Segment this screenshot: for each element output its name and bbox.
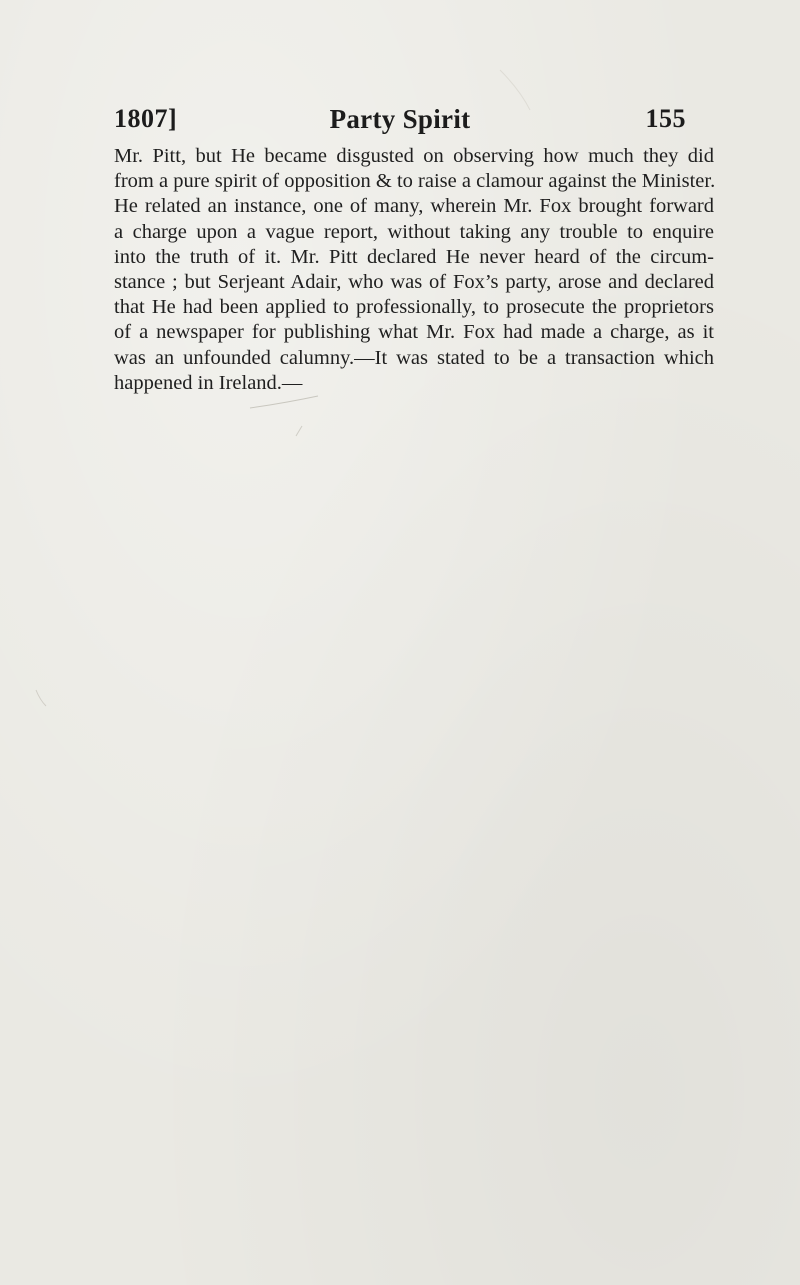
text-line: happened in Ireland.— [114,371,303,394]
text-line: stance ; but Serjeant Adair, who was of Fox’s party, arose and declared [114,270,714,293]
text-line: that He had been applied to professionally, to prosecute the proprietors [114,296,714,319]
running-head-year: 1807] [114,104,178,133]
text-line: of a newspaper for publishing what Mr. Fox had made a charge, as it [114,321,714,344]
text-line: from a pure spirit of opposition & to raise a clamour against the Minister. [114,170,716,193]
running-head-title: Party Spirit [329,104,471,134]
running-head [114,104,686,138]
text-line: into the truth of it. Mr. Pitt declared He never heard of the circum- [114,245,714,268]
text-line: Mr. Pitt, but He became disgusted on observing how much they did [114,145,714,167]
text-line: He related an instance, one of many, wherein Mr. Fox brought forward [114,195,714,218]
body-text [114,144,714,396]
text-line: a charge upon a vague report, without taking any trouble to enquire [114,220,714,243]
page-number: 155 [645,104,686,133]
text-line: was an unfounded calumny.—It was stated to be a transaction which [114,346,714,369]
